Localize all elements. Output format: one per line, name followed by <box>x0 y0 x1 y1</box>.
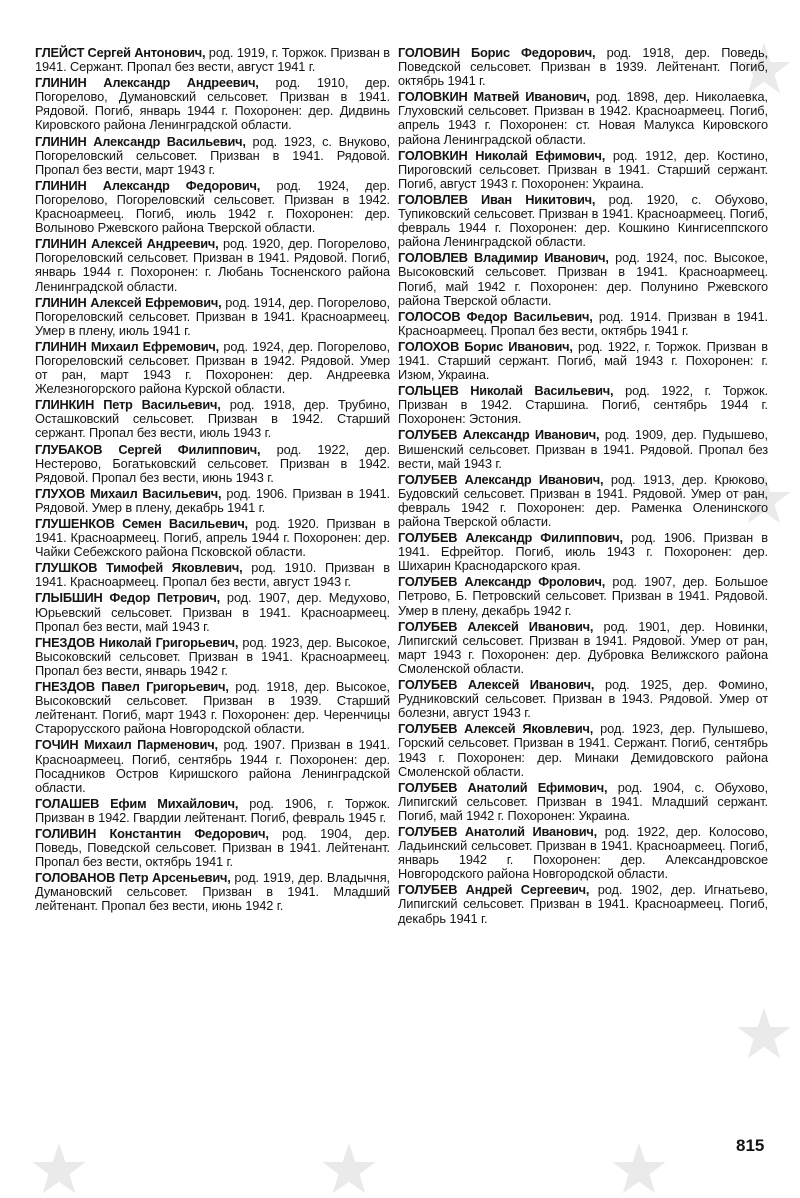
entry-text: род. 1923, с. Внуково, Погореловский сельсовет. Призван в 1941. Рядовой. Пропал без вести, март 1943 г. <box>35 133 391 177</box>
entry-text: род. 1922, дер. Колосово, Ладьинский сельсовет. Призван в 1941. Красноармеец. Погиб, январь 1942 г. Похоронен: дер. Александровское Новгородского района Новгородской области. <box>398 823 768 882</box>
entry-name: ГОЛУБЕВ Александр Филиппович, <box>398 530 623 546</box>
entry-name: ГЛИНИН Александр Федорович, <box>35 177 261 193</box>
entry-name: ГОЛОВЛЕВ Владимир Иванович, <box>398 250 609 266</box>
entry-text: род. 1918, дер. Высокое, Высоковский сельсовет. Призван в 1939. Старший лейтенант. Погиб, март 1943 г. Похоронен: дер. Черенчицы Старорусского района Новгородской области. <box>35 679 390 737</box>
list-item <box>35 680 390 736</box>
entry-name: ГОЛОВКИН Николай Ефимович, <box>398 147 606 163</box>
page-number: 815 <box>736 1136 765 1155</box>
entry-name: ГОЛУБЕВ Анатолий Ефимович, <box>398 779 608 795</box>
entry-text: род. 1904, с. Обухово, Липигский сельсовет. Призван в 1941. Младший сержант. Погиб, май 1942 г. Похоронен: Украина. <box>398 779 768 823</box>
entry-text: род. 1906, г. Торжок. Призван в 1942. Гвардии лейтенант. Погиб, февраль 1945 г. <box>35 795 390 825</box>
entry-text: род. 1907, дер. Медухово, Юрьевский сельсовет. Призван в 1941. Красноармеец. Пропал без вести, май 1943 г. <box>35 590 390 634</box>
list-item <box>35 738 390 794</box>
entry-name: ГНЕЗДОВ Павел Григорьевич, <box>35 679 229 695</box>
entry-text: род. 1924, дер. Погорелово, Погореловский сельсовет. Призван в 1942. Красноармеец. Погиб, июль 1942 г. Похоронен: дер. Волыново Ржевского района Тверской области. <box>35 177 390 236</box>
entry-name: ГНЕЗДОВ Николай Григорьевич, <box>35 634 239 650</box>
list-item <box>35 517 390 559</box>
entry-text: род. 1914, дер. Погорелово, Погореловский сельсовет. Призван в 1941. Красноармеец. Умер в плену, июль 1941 г. <box>35 294 390 338</box>
list-item <box>35 76 390 132</box>
entry-text: род. 1925, дер. Фомино, Рудниковский сельсовет. Призван в 1943. Рядовой. Умер от болезни, август 1943 г. <box>398 677 768 721</box>
list-item <box>398 310 768 338</box>
list-item <box>35 135 390 177</box>
list-item <box>398 149 768 191</box>
entry-name: ГОЛУБЕВ Алексей Иванович, <box>398 677 595 693</box>
entry-text: род. 1922, г. Торжок. Призван в 1941. Старший сержант. Погиб, май 1943 г. Похоронен: г. Изюм, Украина. <box>398 338 768 383</box>
list-item <box>398 90 768 146</box>
entry-name: ГЛУШЕНКОВ Семен Васильевич, <box>35 516 248 531</box>
entry-text: род. 1922, дер. Нестерово, Богатьковский сельсовет. Призван в 1942. Рядовой. Пропал без вести, июнь 1943 г. <box>35 441 390 485</box>
entry-text: род. 1902, дер. Игнатьево, Липигский сельсовет. Призван в 1941. Красноармеец. Погиб, декабрь 1941 г. <box>398 882 768 926</box>
entry-text: род. 1906. Призван в 1941. Ефрейтор. Погиб, июль 1943 г. Похоронен: дер. Шихарин Краснодарского края. <box>398 530 769 574</box>
entry-name: ГЛЕЙСТ Сергей Антонович, <box>35 45 206 60</box>
entry-name: ГЛИНИН Александр Васильевич, <box>35 133 246 149</box>
list-item <box>398 781 768 823</box>
list-item <box>398 678 768 720</box>
list-item <box>35 827 390 869</box>
list-item <box>35 636 390 678</box>
list-item <box>35 487 390 515</box>
entry-name: ГОЛУБЕВ Александр Иванович, <box>398 427 600 443</box>
star-watermark-icon <box>735 1005 793 1063</box>
right-column <box>398 46 768 928</box>
star-watermark-icon <box>735 40 793 98</box>
entry-name: ГОЛОВЛЕВ Иван Никитович, <box>398 191 596 207</box>
list-item <box>35 561 390 589</box>
entry-name: ГЛИНКИН Петр Васильевич, <box>35 397 221 413</box>
entry-text: род. 1910. Призван в 1941. Красноармеец. Пропал без вести, август 1943 г. <box>35 560 390 590</box>
entry-text: род. 1924, пос. Высокое, Высоковский сельсовет. Призван в 1941. Красноармеец. Погиб, май 1942 г. Похоронен: дер. Полунино Ржевского района Тверской области. <box>398 250 768 308</box>
list-item <box>35 591 390 633</box>
entry-name: ГЛИНИН Алексей Андреевич, <box>35 236 219 252</box>
entry-name: ГОЛУБЕВ Алексей Яковлевич, <box>398 721 594 737</box>
entry-name: ГЛЫБШИН Федор Петрович, <box>35 590 220 606</box>
entry-text: род. 1913, дер. Крюково, Будовский сельсовет. Призван в 1941. Рядовой. Умер от ран, февраль 1942 г. Похоронен: дер. Раменка Оленинского района Тверской области. <box>398 471 768 529</box>
list-item <box>398 531 768 573</box>
entry-name: ГЛИНИН Александр Андреевич, <box>35 75 259 91</box>
star-watermark-icon <box>320 1140 378 1198</box>
list-item <box>398 620 768 676</box>
entry-name: ГОЛУБЕВ Анатолий Иванович, <box>398 823 597 839</box>
entry-name: ГОЛЬЦЕВ Николай Васильевич, <box>398 383 614 399</box>
list-item <box>398 883 768 925</box>
entry-text: род. 1910, дер. Погорелово, Думановский сельсовет. Призван в 1941. Рядовой. Погиб, январь 1944 г. Похоронен: дер. Дидвинь Кировского района Ленинградской области. <box>35 75 391 133</box>
entry-name: ГОЛУБЕВ Александр Иванович, <box>398 471 604 487</box>
list-item <box>398 340 768 382</box>
entry-text: род. 1919, г. Торжок. Призван в 1941. Сержант. Пропал без вести, август 1941 г. <box>35 45 390 75</box>
list-item <box>398 251 768 307</box>
list-item <box>35 340 390 396</box>
entry-name: ГОЛУБЕВ Александр Фролович, <box>398 574 606 590</box>
star-watermark-icon <box>735 470 793 528</box>
list-item <box>398 473 768 529</box>
list-item <box>35 797 390 825</box>
list-item <box>35 443 390 485</box>
list-item <box>398 384 768 426</box>
list-item <box>398 575 768 617</box>
entry-text: род. 1907. Призван в 1941. Красноармеец. Погиб, сентябрь 1944 г. Похоронен: дер. Посадников Остров Киришского района Ленинградской области. <box>35 737 390 795</box>
entry-text: род. 1920, с. Обухово, Тупиковский сельсовет. Призван в 1941. Красноармеец. Погиб, февраль 1944 г. Похоронен: дер. Кошкино Кингисеппского района Ленинградской области. <box>398 191 768 250</box>
entry-name: ГОЛАШЕВ Ефим Михайлович, <box>35 795 239 811</box>
list-item <box>35 296 390 338</box>
entry-name: ГОЛИВИН Константин Федорович, <box>35 825 269 841</box>
list-item <box>398 46 768 88</box>
list-item <box>398 825 768 881</box>
star-watermark-icon <box>610 1140 668 1198</box>
left-column <box>35 46 390 916</box>
entry-name: ГОЛУБЕВ Алексей Иванович, <box>398 618 594 634</box>
entry-name: ГЛУБАКОВ Сергей Филиппович, <box>35 441 261 457</box>
entry-text: род. 1918, дер. Поведь, Поведской сельсовет. Призван в 1939. Лейтенант. Погиб, октябрь 1941 г. <box>398 45 768 89</box>
list-item <box>398 428 768 470</box>
entry-name: ГЛУШКОВ Тимофей Яковлевич, <box>35 560 243 576</box>
entry-name: ГОЛОВИН Борис Федорович, <box>398 45 596 60</box>
entry-name: ГЛУХОВ Михаил Васильевич, <box>35 485 222 501</box>
entry-name: ГЛИНИН Михаил Ефремович, <box>35 338 220 354</box>
entry-name: ГОЛОХОВ Борис Иванович, <box>398 338 573 354</box>
entry-text: род. 1914. Призван в 1941. Красноармеец. Пропал без вести, октябрь 1941 г. <box>398 308 768 338</box>
entry-name: ГЛИНИН Алексей Ефремович, <box>35 294 222 310</box>
list-item <box>398 722 768 778</box>
entry-text: род. 1923, дер. Высокое, Высоковский сельсовет. Призван в 1941. Красноармеец. Пропал без вести, январь 1942 г. <box>35 634 390 678</box>
entry-name: ГОЧИН Михаил Парменович, <box>35 737 218 753</box>
entry-text: род. 1901, дер. Новинки, Липигский сельсовет. Призван в 1941. Рядовой. Умер от ран, март 1943 г. Похоронен: дер. Дубровка Велижского района Смоленской области. <box>398 618 768 676</box>
star-watermark-icon <box>30 1140 88 1198</box>
entry-name: ГОЛОВКИН Матвей Иванович, <box>398 89 590 105</box>
entry-text: род. 1920, дер. Погорелово, Погореловский сельсовет. Призван в 1941. Рядовой. Погиб, январь 1944 г. Похоронен: г. Любань Тосненского района Ленинградской области. <box>35 236 390 294</box>
list-item <box>398 193 768 249</box>
entry-text: род. 1906. Призван в 1941. Рядовой. Умер в плену, декабрь 1941 г. <box>35 485 390 515</box>
entry-text: род. 1918, дер. Трубино, Осташковский сельсовет. Призван в 1942. Старший сержант. Пропал без вести, июль 1943 г. <box>35 397 390 441</box>
list-item <box>35 179 390 235</box>
list-item <box>35 398 390 440</box>
entry-name: ГОЛОВАНОВ Петр Арсеньевич, <box>35 870 231 886</box>
list-item <box>35 46 390 74</box>
entry-text: род. 1920. Призван в 1941. Красноармеец. Погиб, апрель 1944 г. Похоронен: дер. Чайки Себежского района Псковской области. <box>35 516 390 560</box>
list-item <box>35 871 390 913</box>
entry-text: род. 1904, дер. Поведь, Поведской сельсовет. Призван в 1941. Лейтенант. Пропал без вести, октябрь 1941 г. <box>35 825 390 870</box>
entry-text: род. 1909, дер. Пудышево, Вишенский сельсовет. Призван в 1941. Рядовой. Пропал без вести, май 1943 г. <box>398 427 768 471</box>
entry-text: род. 1922, г. Торжок. Призван в 1942. Старшина. Погиб, сентябрь 1944 г. Похоронен: Эстония. <box>398 383 768 427</box>
entry-text: род. 1923, дер. Пулышево, Горский сельсовет. Призван в 1941. Сержант. Погиб, сентябрь 1943 г. Похоронен: дер. Минаки Демидовского района Смоленской области. <box>398 721 768 779</box>
entry-text: род. 1924, дер. Погорелово, Погореловский сельсовет. Призван в 1942. Рядовой. Умер от ран, март 1943 г. Похоронен: дер. Андреевка Железногорского района Курской области. <box>35 338 390 397</box>
entry-name: ГОЛОСОВ Федор Васильевич, <box>398 308 593 324</box>
entry-text: род. 1919, дер. Владычня, Думановский сельсовет. Призван в 1941. Младший лейтенант. Пропал без вести, июнь 1942 г. <box>35 870 390 914</box>
entry-text: род. 1907, дер. Большое Петрово, Б. Петровский сельсовет. Призван в 1941. Рядовой. Умер в плену, декабрь 1942 г. <box>398 574 768 618</box>
list-item <box>35 237 390 293</box>
entry-name: ГОЛУБЕВ Андрей Сергеевич, <box>398 882 590 898</box>
entry-text: род. 1912, дер. Костино, Пироговский сельсовет. Призван в 1941. Старший сержант. Погиб, август 1943 г. Похоронен: Украина. <box>398 147 768 191</box>
entry-text: род. 1898, дер. Николаевка, Глуховский сельсовет. Призван в 1942. Красноармеец. Погиб, апрель 1943 г. Похоронен: ст. Новая Малукса Кировского района Ленинградской области. <box>398 89 768 147</box>
